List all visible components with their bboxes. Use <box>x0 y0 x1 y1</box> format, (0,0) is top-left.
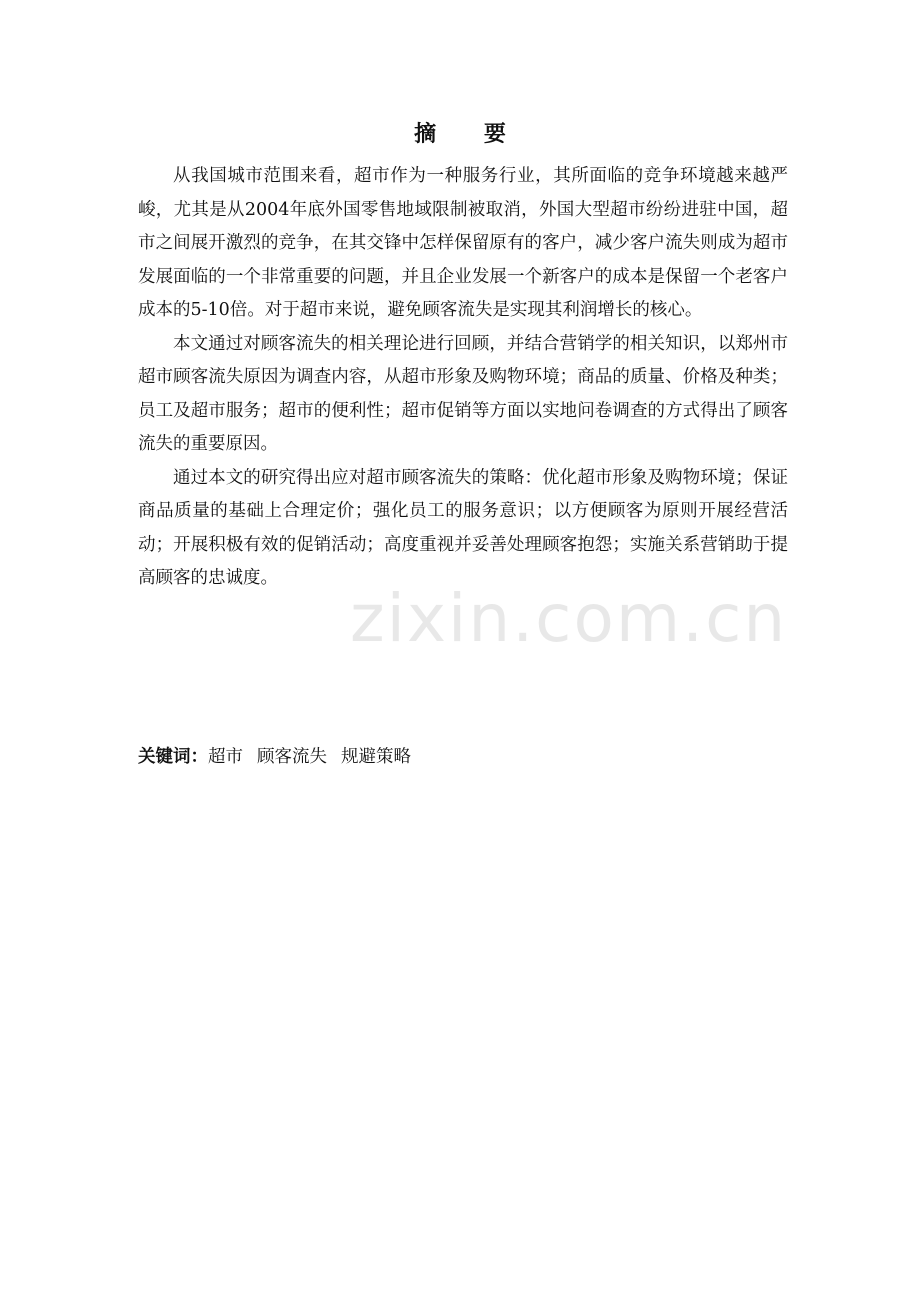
keywords-line <box>138 742 788 772</box>
keyword-2: 顾客流失 <box>257 747 327 767</box>
paragraph-1: 从我国城市范围来看，超市作为一种服务行业，其所面临的竞争环境越来越严峻，尤其是从2004年底外国零售地域限制被取消，外国大型超市纷纷进驻中国，超市之间展开激烈的竞争，在其交锋中怎样保留原有的客户，减少客户流失则成为超市发展面临的一个非常重要的问题，并且企业发展一个新客户的成本是保留一个老客户成本的5-10倍。对于超市来说，避免顾客流失是实现其利润增长的核心。 <box>138 166 788 320</box>
paragraph-2: 本文通过对顾客流失的相关理论进行回顾，并结合营销学的相关知识，以郑州市超市顾客流失原因为调查内容，从超市形象及购物环境；商品的质量、价格及种类；员工及超市服务；超市的便利性；超市促销等方面以实地问卷调查的方式得出了顾客流失的重要原因。 <box>138 333 788 454</box>
watermark: zixin.com.cn <box>350 580 788 657</box>
keyword-3: 规避策略 <box>341 747 411 767</box>
abstract-body <box>138 160 788 596</box>
keyword-1: 超市 <box>208 747 243 767</box>
paragraph-3: 通过本文的研究得出应对超市顾客流失的策略：优化超市形象及购物环境；保证商品质量的基础上合理定价；强化员工的服务意识；以方便顾客为原则开展经营活动；开展积极有效的促销活动；高度重视并妥善处理顾客抱怨；实施关系营销助于提高顾客的忠诚度。 <box>138 467 788 588</box>
abstract-title: 摘 要 <box>414 122 526 147</box>
keywords-label: 关键词： <box>138 747 208 767</box>
